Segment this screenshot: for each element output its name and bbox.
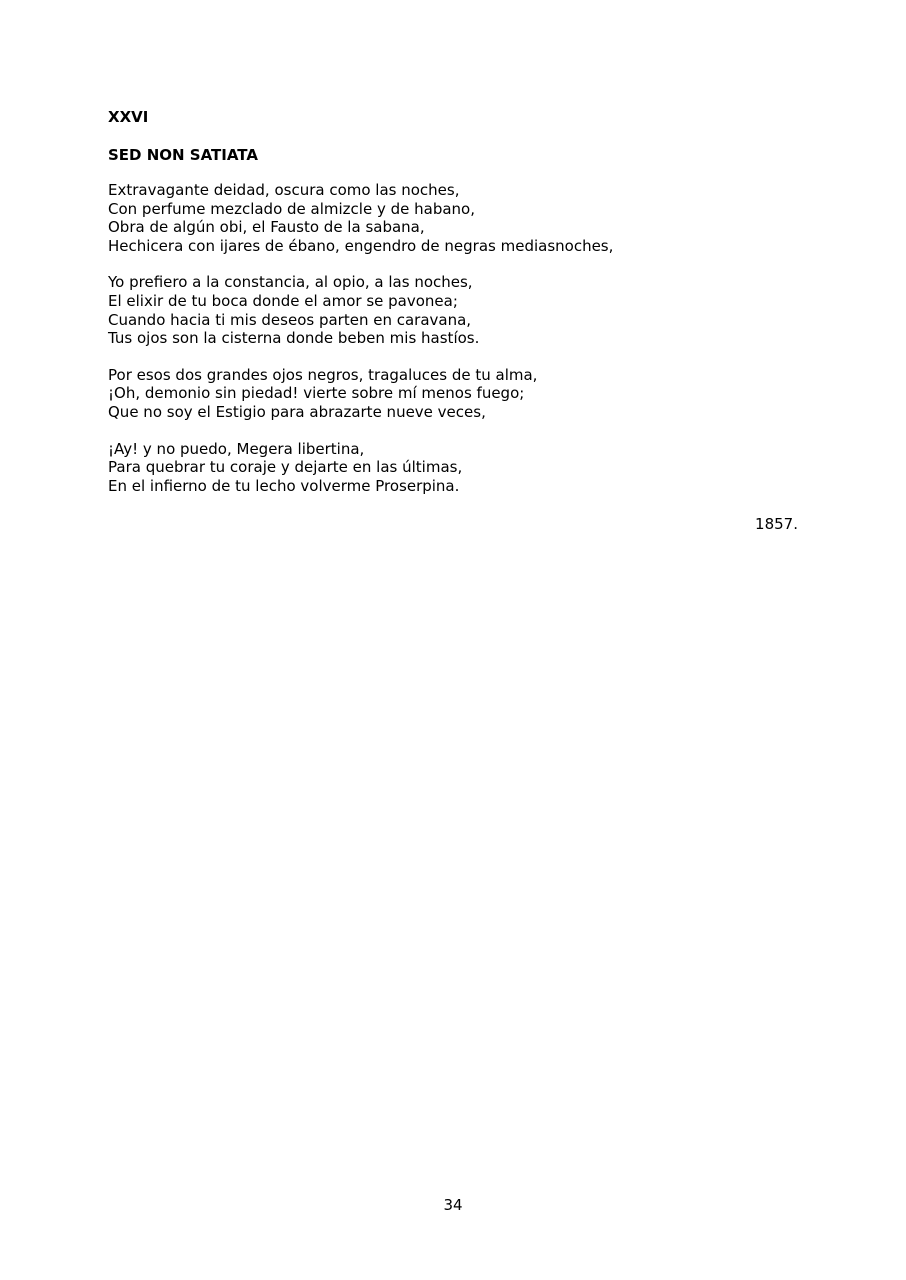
- verse-line: ¡Ay! y no puedo, Megera libertina,: [108, 439, 365, 458]
- poem-numeral: XXVI: [108, 108, 149, 126]
- verse-line: Obra de algún obi, el Fausto de la sabana,: [108, 218, 425, 237]
- verse-line: ¡Oh, demonio sin piedad! vierte sobre mí menos fuego;: [108, 384, 525, 403]
- verse-line: Tus ojos son la cisterna donde beben mis hastíos.: [108, 329, 480, 348]
- verse-line: Cuando hacia ti mis deseos parten en caravana,: [108, 310, 472, 329]
- stanza-4: [108, 440, 808, 496]
- verse-line: Hechicera con ijares de ébano, engendro de negras mediasnoches,: [108, 236, 614, 255]
- verse-line: Para quebrar tu coraje y dejarte en las últimas,: [108, 458, 463, 477]
- poem-title: SED NON SATIATA: [108, 146, 258, 164]
- verse-line: Yo prefiero a la constancia, al opio, a las noches,: [108, 273, 473, 292]
- verse-line: En el infierno de tu lecho volverme Proserpina.: [108, 476, 460, 495]
- page-number: 34: [443, 1196, 463, 1214]
- verse-line: El elixir de tu boca donde el amor se pavonea;: [108, 291, 458, 310]
- stanza-1: [108, 181, 808, 255]
- verse-line: Extravagante deidad, oscura como las noches,: [108, 181, 460, 199]
- poem-date: 1857.: [755, 515, 798, 533]
- verse-line: Que no soy el Estigio para abrazarte nueve veces,: [108, 402, 486, 421]
- poem-body: [108, 181, 808, 513]
- verse-line: Por esos dos grandes ojos negros, tragaluces de tu alma,: [108, 365, 538, 384]
- stanza-2: [108, 273, 808, 347]
- verse-line: Con perfume mezclado de almizcle y de habano,: [108, 199, 475, 218]
- stanza-3: [108, 366, 808, 422]
